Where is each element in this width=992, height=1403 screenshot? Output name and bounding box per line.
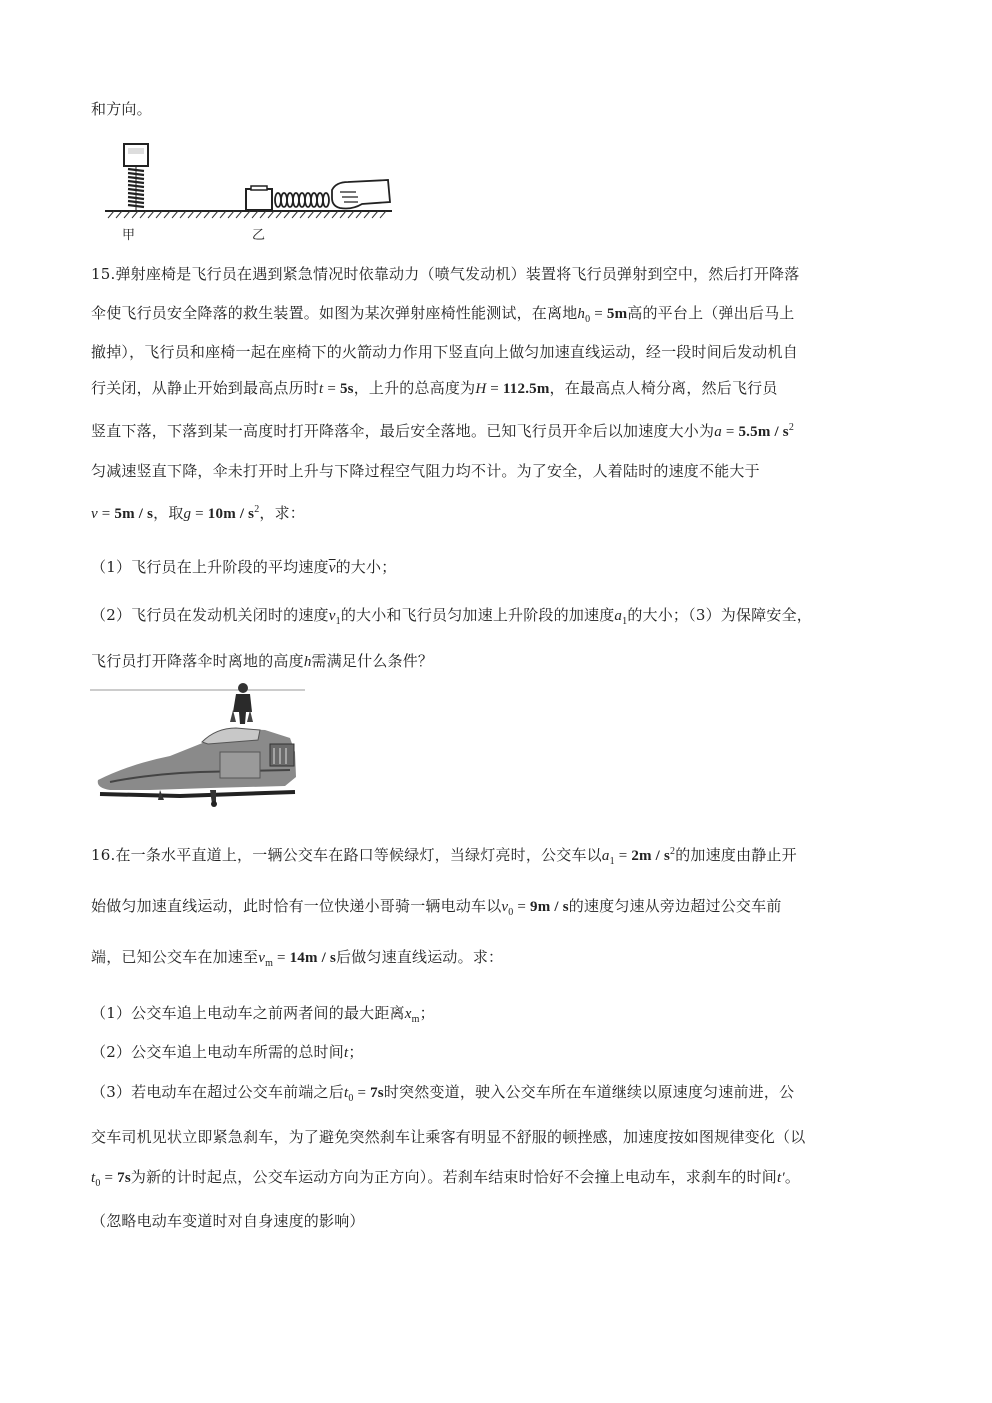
label-yi: 乙 <box>252 228 266 243</box>
q16-sub3-line1: （3）若电动车在超过公交车前端之后$t_0 = 7s$时突然变道，驶入公交车所在车道继续以原速度匀速前进，公 <box>91 1083 795 1104</box>
q15-line4: 行关闭，从静止开始到最高点历时t = 5s，上升的总高度为H = 112.5m，在最高点人椅分离，然后飞行员 <box>91 379 778 397</box>
q15-line3: 撤掉），飞行员和座椅一起在座椅下的火箭动力作用下竖直向上做匀加速直线运动，经一段时间后发动机自 <box>91 343 798 361</box>
q16-sub1: （1）公交车追上电动车之前两者间的最大距离$x_m$； <box>91 1004 435 1025</box>
q15-line5: 竖直下落，下落到某一高度时打开降落伞，最后安全落地。已知飞行员开伞后以加速度大小为$a = 5.5m / s^2$ <box>91 422 795 440</box>
q16-sub3-line2: 交车司机见状立即紧急刹车，为了避免突然刹车让乘客有明显不舒服的顿挫感，加速度按如图规律变化（以 <box>91 1128 806 1146</box>
q16-sub2: （2）公交车追上电动车所需的总时间t； <box>91 1043 364 1061</box>
spring-diagram <box>100 140 400 248</box>
q16-line1: 16.在一条水平直道上，一辆公交车在路口等候绿灯，当绿灯亮时，公交车以$a_1 = 2m / s^2$的加速度由静止开 <box>91 846 797 867</box>
q15-sub1: （1）飞行员在上升阶段的平均速度$\overline{v}$的大小； <box>91 558 397 576</box>
q15-line7: v = 5m / s，取$g = 10m / s^2$，求： <box>91 504 306 522</box>
q16-line3: 端，已知公交车在加速至$v_m = 14m / s$后做匀速直线运动。求： <box>91 948 504 969</box>
q15-sub3: 飞行员打开降落伞时离地的高度h需满足什么条件？ <box>91 652 434 670</box>
label-jia: 甲 <box>122 228 136 243</box>
spring-figure <box>100 140 400 248</box>
q15-sub2: （2）飞行员在发动机关闭时的速度$v_1$的大小和飞行员匀加速上升阶段的加速度$a_1$的大小；（3）为保障安全， <box>91 606 812 627</box>
q15-line1: 15.弹射座椅是飞行员在遇到紧急情况时依靠动力（喷气发动机）装置将飞行员弹射到空中，然后打开降落 <box>91 265 800 283</box>
intro-tail: 和方向。 <box>91 100 152 118</box>
q16-sub3-line3: $t_0 = 7s$为新的计时起点，公交车运动方向为正方向）。若刹车结束时恰好不会撞上电动车，求刹车的时间t′。 <box>91 1168 801 1189</box>
q16-line2: 始做匀加速直线运动，此时恰有一位快递小哥骑一辆电动车以$v_0 = 9m / s$的速度匀速从旁边超过公交车前 <box>91 897 782 918</box>
ejection-seat-photo <box>90 682 305 812</box>
q15-line6: 匀减速竖直下降，伞未打开时上升与下降过程空气阻力均不计。为了安全，人着陆时的速度不能大于 <box>91 462 760 480</box>
q16-sub3-note: （忽略电动车变道时对自身速度的影响） <box>91 1212 365 1230</box>
q15-line2: 伞使飞行员安全降落的救生装置。如图为某次弹射座椅性能测试，在离地$h_0 = 5m$高的平台上（弹出后马上 <box>91 304 795 325</box>
